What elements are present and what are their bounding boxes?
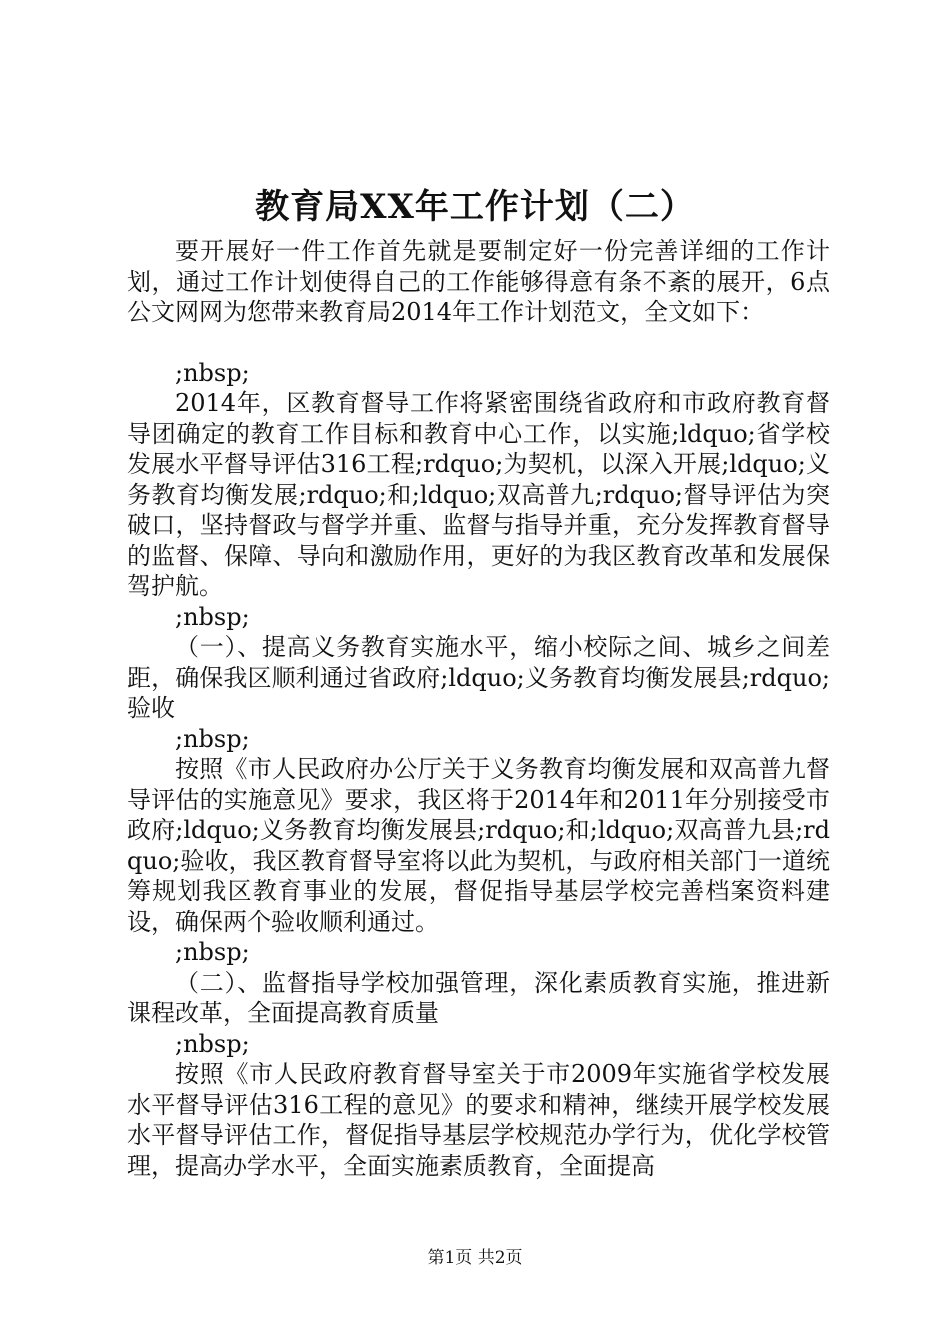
page-footer: 第1页 共2页 <box>427 1248 523 1268</box>
section-heading-1: （一）、提高义务教育实施水平，缩小校际之间、城乡之间差距，确保我区顺利通过省政府;ldquo;义务教育均衡发展县;rdquo;验收 <box>127 633 830 722</box>
intro-paragraph: 要开展好一件工作首先就是要制定好一份完善详细的工作计划，通过工作计划使得自己的工作能够得意有条不紊的展开，6点公文网网为您带来教育局2014年工作计划范文，全文如下： <box>127 237 830 326</box>
section-1-paragraph: 按照《市人民政府办公厅关于义务教育均衡发展和双高普九督导评估的实施意见》要求，我区将于2014年和2011年分别接受市政府;ldquo;义务教育均衡发展县;rdquo;和;ldquo;双高普九县;rdquo;验收，我区教育督导室将以此为契机，与政府相关部门一道统筹规划我区教育事业的发展，督促指导基层学校完善档案资料建设，确保两个验收顺利通过。 <box>127 755 830 936</box>
nbsp-line: ;nbsp; <box>175 938 250 966</box>
document-title: 教育局XX年工作计划（二） <box>255 187 695 227</box>
nbsp-line: ;nbsp; <box>175 724 250 753</box>
document-body <box>127 236 830 1181</box>
section-heading-2: （二）、监督指导学校加强管理，深化素质教育实施，推进新课程改革，全面提高教育质量 <box>127 968 830 1027</box>
overview-paragraph: 2014年，区教育督导工作将紧密围绕省政府和市政府教育督导团确定的教育工作目标和教育中心工作，以实施;ldquo;省学校发展水平督导评估316工程;rdquo;为契机，以深入开展;ldquo;义务教育均衡发展;rdquo;和;ldquo;双高普九;rdquo;督导评估为突破口，坚持督政与督学并重、监督与指导并重，充分发挥教育督导的监督、保障、导向和激励作用，更好的为我区教育改革和发展保驾护航。 <box>127 389 830 600</box>
section-2-paragraph: 按照《市人民政府教育督导室关于市2009年实施省学校发展水平督导评估316工程的意见》的要求和精神，继续开展学校发展水平督导评估工作，督促指导基层学校规范办学行为，优化学校管理，提高办学水平，全面实施素质教育，全面提高 <box>127 1060 830 1180</box>
nbsp-line: ;nbsp; <box>175 602 250 631</box>
nbsp-line: ;nbsp; <box>175 1029 250 1058</box>
nbsp-line: ;nbsp; <box>175 358 250 387</box>
